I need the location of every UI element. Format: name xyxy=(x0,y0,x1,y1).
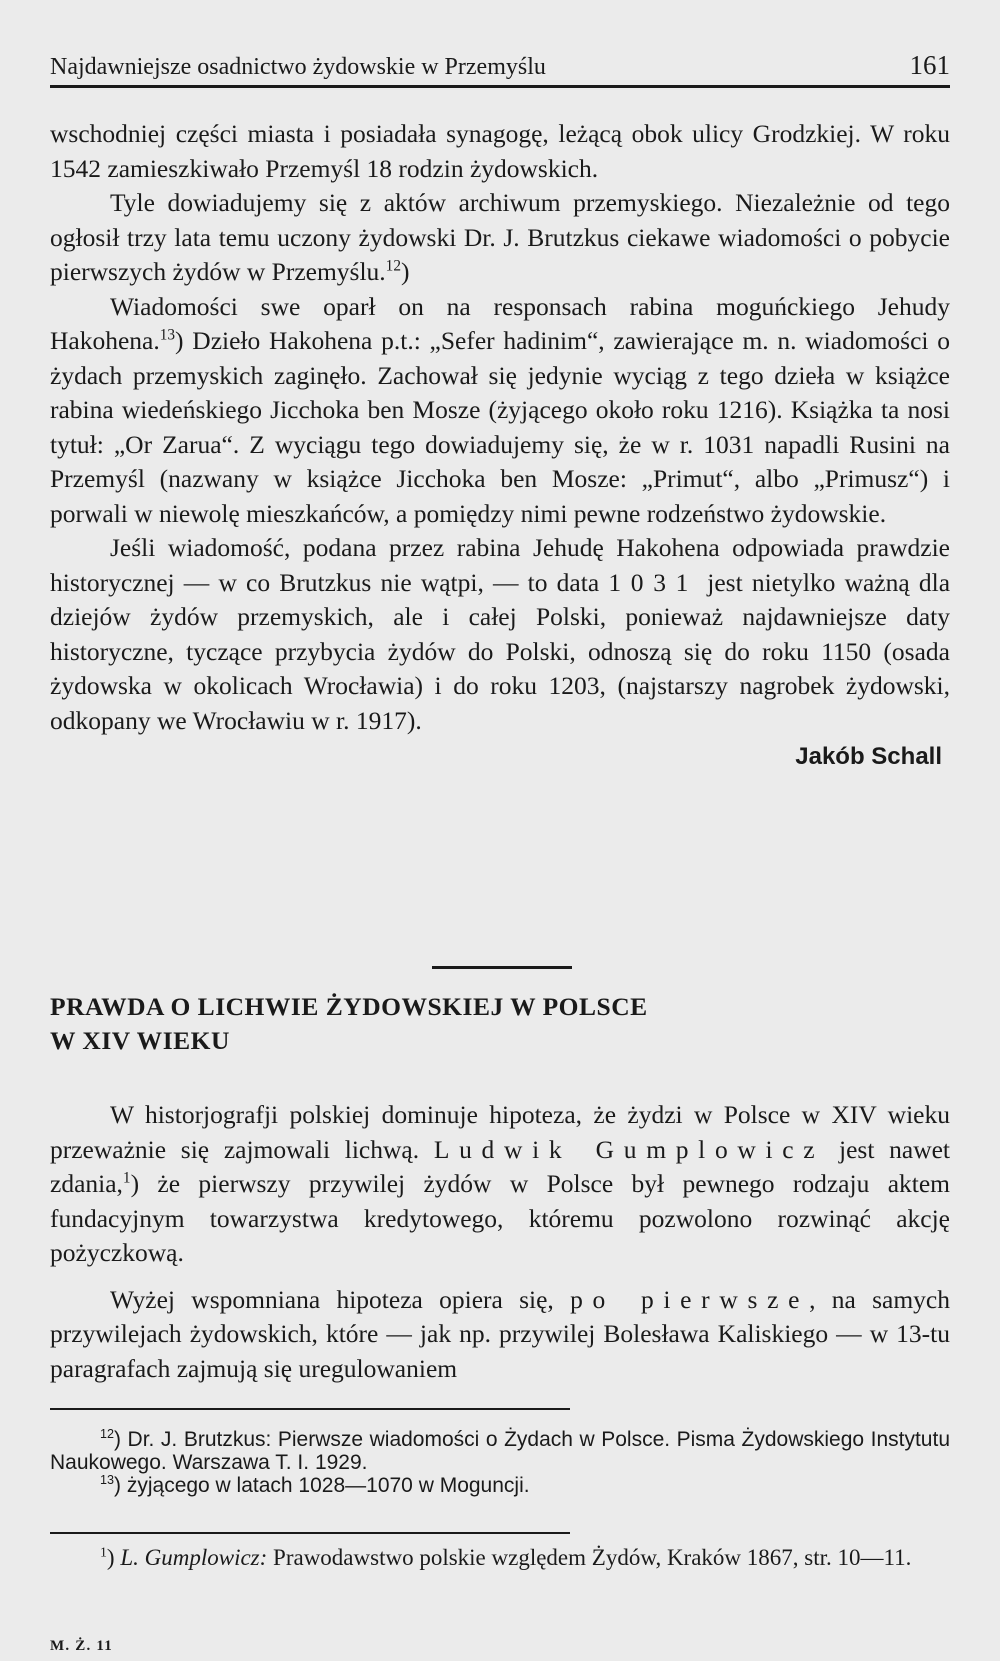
paragraph-text: , na samych przywilejach żydowskich, które — jak np. przywilej Bolesława Kaliskiego — w 13-tu paragrafach zajmują się uregulowaniem xyxy=(50,1284,950,1383)
paragraph xyxy=(50,186,950,290)
title-line: W XIV WIEKU xyxy=(50,1026,230,1055)
article-2-body xyxy=(50,1098,950,1398)
footnote-number: 13 xyxy=(100,1473,115,1487)
title-line: PRAWDA O LICHWIE ŻYDOWSKIEJ W POLSCE xyxy=(50,992,648,1021)
article-1-body xyxy=(50,117,950,775)
paragraph-text: ) Dzieło Hakohena p.t.: „Sefer hadinim“, zawierające m. n. wiadomości o żydach przemyskich zaginęło. Zachował się jedynie wyciąg z tego dzieła w książce rabina wiedeńskiego Jicchoka ben Mosze (żyjącego około roku 1216). Książka ta nosi tytuł: „Or Zarua“. Z wyciągu tego dowiadujemy się, że w r. 1031 napadli Rusini na Przemyśl (nazwany w książce Jicchoka ben Mosze: „Primut“, albo „Primusz“) i porwali w niewolę mieszkańców, a pomiędzy nimi pewne rodzeństwo żydowskie. xyxy=(50,326,950,528)
emphasized-phrase: po pierwsze xyxy=(570,1284,810,1314)
paragraph-text: Jeśli wiadomość, podana przez rabina Jehudę Hakohena odpowiada prawdzie historycznej — w co Brutzkus nie wątpi, — to data xyxy=(50,533,950,597)
emphasized-date: 1031 xyxy=(608,567,699,597)
footnote-text: ) Dr. J. Brutzkus: Pierwsze wiadomości o Żydach w Polsce. Pisma Żydowskiego Instytutu Naukowego. Warszawa T. I. 1929. xyxy=(50,1428,950,1474)
paragraph xyxy=(50,290,950,532)
footnote-ref: 1 xyxy=(122,1169,131,1187)
paragraph xyxy=(50,1283,950,1387)
paragraph-text: jest nietylko ważną dla dziejów żydów przemyskich, ale i całej Polski, ponieważ najdawniejsze daty historyczne, tyczące przybycia żydów do Polski, odnoszą się do roku 1150 (osada żydowska w okolicach Wrocławia) i do roku 1203, (najstarszy nagrobek żydowski, odkopany we Wrocławiu w r. 1917). xyxy=(50,567,951,735)
footnote-ref: 12 xyxy=(385,257,401,275)
emphasized-name: Ludwik Gumplowicz xyxy=(433,1134,825,1164)
footnote-text: Prawodawstwo polskie względem Żydów, Kraków 1867, str. 10—11. xyxy=(273,1545,912,1570)
footnote-author: L. Gumplowicz: xyxy=(120,1545,268,1570)
footnote-ref: 13 xyxy=(159,326,176,344)
page-number: 161 xyxy=(909,50,950,80)
paragraph xyxy=(50,531,950,738)
footnotes-article-2 xyxy=(50,1545,950,1571)
sheet-signature: M. Ż. 11 xyxy=(50,1638,113,1654)
paragraph-text: wschodniej części miasta i posiadała synagogę, leżącą obok ulicy Grodzkiej. W roku 1542 zamieszkiwało Przemyśl 18 rodzin żydowskich. xyxy=(50,119,950,183)
paragraph-text: Wyżej wspomniana hipoteza opiera się, xyxy=(110,1284,554,1314)
paragraph-text: W historjografji polskiej dominuje hipoteza, że żydzi w Polsce w XIV wieku przeważnie się zajmowali lichwą. xyxy=(50,1100,950,1164)
paragraph-text: Tyle dowiadujemy się z aktów archiwum przemyskiego. Niezależnie od tego ogłosił trzy lata temu uczony żydowski Dr. J. Brutzkus ciekawe wiadomości o pobycie pierwszych żydów w Przemyślu. xyxy=(50,188,950,286)
footnote-13 xyxy=(50,1474,950,1497)
footnote-rule xyxy=(50,1408,570,1410)
footnote-number: 12 xyxy=(100,1427,115,1441)
paragraph-text: ) że pierwszy przywilej żydów w Polsce był pewnego rodzaju aktem fundacyjnym towarzystwa kredytowego, któremu pozwolono rozwinąć akcję pożyczkową. xyxy=(50,1169,950,1267)
paragraph xyxy=(50,1098,950,1271)
author-signature: Jakób Schall xyxy=(795,743,942,770)
footnote-number: 1 xyxy=(100,1544,107,1560)
footnote-text: ) żyjącego w latach 1028—1070 w Moguncji. xyxy=(114,1474,530,1497)
footnotes-article-1 xyxy=(50,1428,950,1497)
paragraph-text: Wiadomości swe oparł on na responsach rabina moguńckiego Jehudy Hakohena. xyxy=(50,291,950,355)
running-head xyxy=(50,48,950,88)
running-title: Najdawniejsze osadnictwo żydowskie w Przemyślu xyxy=(50,54,546,80)
paragraph-text: ) xyxy=(400,257,410,286)
paragraph xyxy=(50,117,950,186)
article-2-title xyxy=(50,990,950,1058)
footnote-rule xyxy=(50,1532,570,1534)
footnote-1: $^1$) L. Gumplowicz: Prawodawstwo polskie względem Żydów, Kraków 1867, str. 10—11. xyxy=(100,1544,912,1570)
article-separator xyxy=(432,966,572,969)
paragraph-text: jest nawet zdania, xyxy=(50,1134,951,1198)
footnote-12 xyxy=(50,1428,950,1474)
